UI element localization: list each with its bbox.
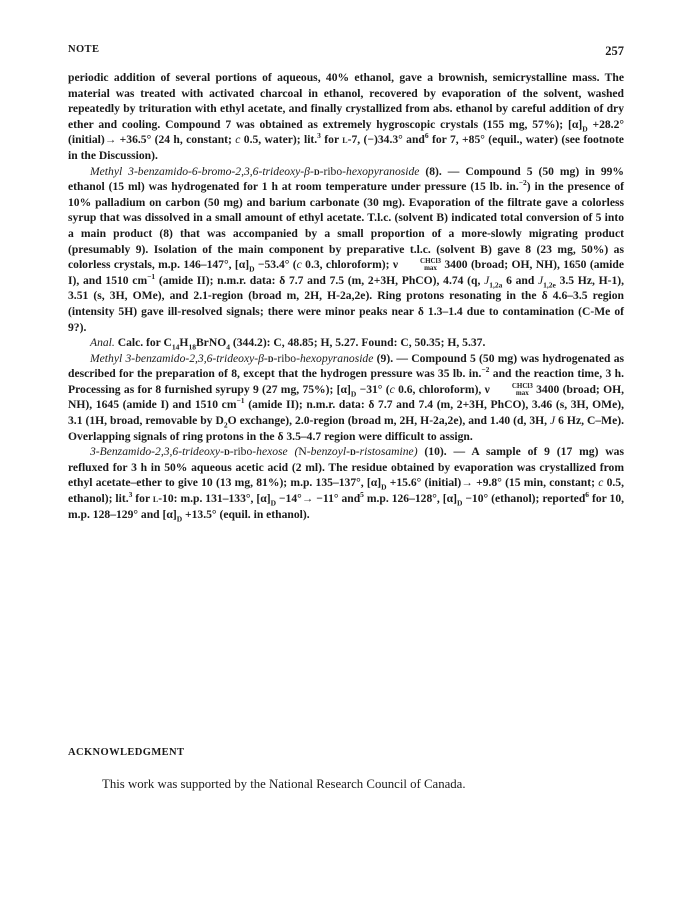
- acknowledgment-text: This work was supported by the National Research Council of Canada.: [102, 777, 466, 791]
- acknowledgment-heading: ACKNOWLEDGMENT: [68, 747, 185, 758]
- body-paragraph: Methyl 3-benzamido-2,3,6-trideoxy-β-d-ribo-hexopyranoside (9). — Compound 5 (50 mg) was hydrogenated as described for the preparation of 8, except that the hydrogen pressure was 35 lb. in.$^{-2}$ and the reaction time, 3 h. Processing as for 8 furnished syrupy 9 (27 mg, 75%); $[\alpha]_D -31^\circ$ (c 0.6, chloroform), ν CHCl3 max 3400 (broad; OH, NH), 1645 (amide I) and 1510 $cm^{-1}$ (amide II); n.m.r. data: δ 7.7 and 7.4 (m, 2+3H, PhCO), 3.46 (s, 3H, OMe), 3.1 (1H, broad, removable by $D_2O$ exchange), 2.0-region (broad m, 2H, H-2a,2e), and 1.40 (d, 3H, J 6 Hz, C–Me). Overlapping signals of ring protons in the δ 3.5–4.7 region were difficult to assign.: [68, 351, 625, 443]
- section-label: NOTE: [68, 44, 100, 55]
- body-paragraph: Methyl 3-benzamido-6-bromo-2,3,6-trideoxy-β-d-ribo-hexopyranoside (8). — Compound 5 (50 mg) in 99% ethanol (15 ml) was hydrogenated for 1 h at room temperature under pressure (15 lb. in.$^{-2}$) in the presence of 10% palladium on carbon (50 mg) and barium carbonate (30 mg). Evaporation of the filtrate gave a colorless syrup that was dissolved in a small amount of ethyl acetate. T.l.c. (solvent B) indicated total conversion of 5 into a main product (8) that was accompanied by a small proportion of a more-slowly migrating product (presumably 9). Isolation of the main component by preparative t.l.c. (solvent B) gave 8 (23 mg, 50%) as colorless crystals, m.p. 146–147°, $[\alpha]_D -53.4^\circ$ (c 0.3, chloroform); ν CHCl3 max 3400 (broad; OH, NH), 1650 (amide I), and 1510 $cm^{-1}$ (amide II); n.m.r. data: δ 7.7 and 7.5 (m, 2+3H, PhCO), 4.74 (q, $J_{1,2a}$ 6 and $J_{1,2e}$ 3.5 Hz, H-1), 3.51 (s, 3H, OMe), and 2.1-region (broad m, 2H, H-2a,2e). Ring protons resonating in the δ 4.6–3.5 region (intensity 5H) gave ill-resolved signals; there were minor peaks near δ 1.3–1.4 due to contamination (C-Me of 9?).: [68, 164, 625, 334]
- page-number: 257: [605, 44, 624, 58]
- body-paragraph: periodic addition of several portions of aqueous, 40% ethanol, gave a brownish, semicrystalline mass. The material was treated with activated charcoal in ethanol, recovered by evaporation of the solvent, washed repeatedly by trituration with ethyl acetate, and finally crystallized from abs. ethanol by careful addition of dry ether and cooling. Compound 7 was obtained as extremely hygroscopic crystals (155 mg, 57%); $[\alpha]_D +28.2^\circ$ (initial)→ +36.5° (24 h, constant; c 0.5, water); lit.$^3$ for l-7, (−)34.3° and$^6$ for 7, +85° (equil., water) (see footnote in the Discussion).: [68, 71, 625, 162]
- body-paragraph: 3-Benzamido-2,3,6-trideoxy-d-ribo-hexose (N-benzoyl-d-ristosamine) (10). — A sample of 9 (17 mg) was refluxed for 3 h in 50% aqueous acetic acid (2 ml). The residue obtained by evaporation was crystallized from ethyl acetate–ether to give 10 (13 mg, 81%); m.p. 135–137°, $[\alpha]_D +15.6^\circ$ (initial)→ +9.8° (15 min, constant; c 0.5, ethanol); lit.$^3$ for l-10: m.p. 131–133°, $[\alpha]_D -14^\circ\to -11^\circ$ and$^5$ m.p. 126–128°, $[\alpha]_D -10^\circ$ (ethanol); reported$^6$ for 10, m.p. 128–129° and $[\alpha]_D +13.5^\circ$ (equil. in ethanol).: [68, 445, 625, 523]
- article-body: [68, 70, 624, 522]
- running-head: [68, 44, 624, 60]
- body-paragraph: Anal. Calc. for $C_{14}H_{18}BrNO_4$ (344.2): C, 48.85; H, 5.27. Found: C, 50.35; H, 5.37.: [90, 336, 486, 352]
